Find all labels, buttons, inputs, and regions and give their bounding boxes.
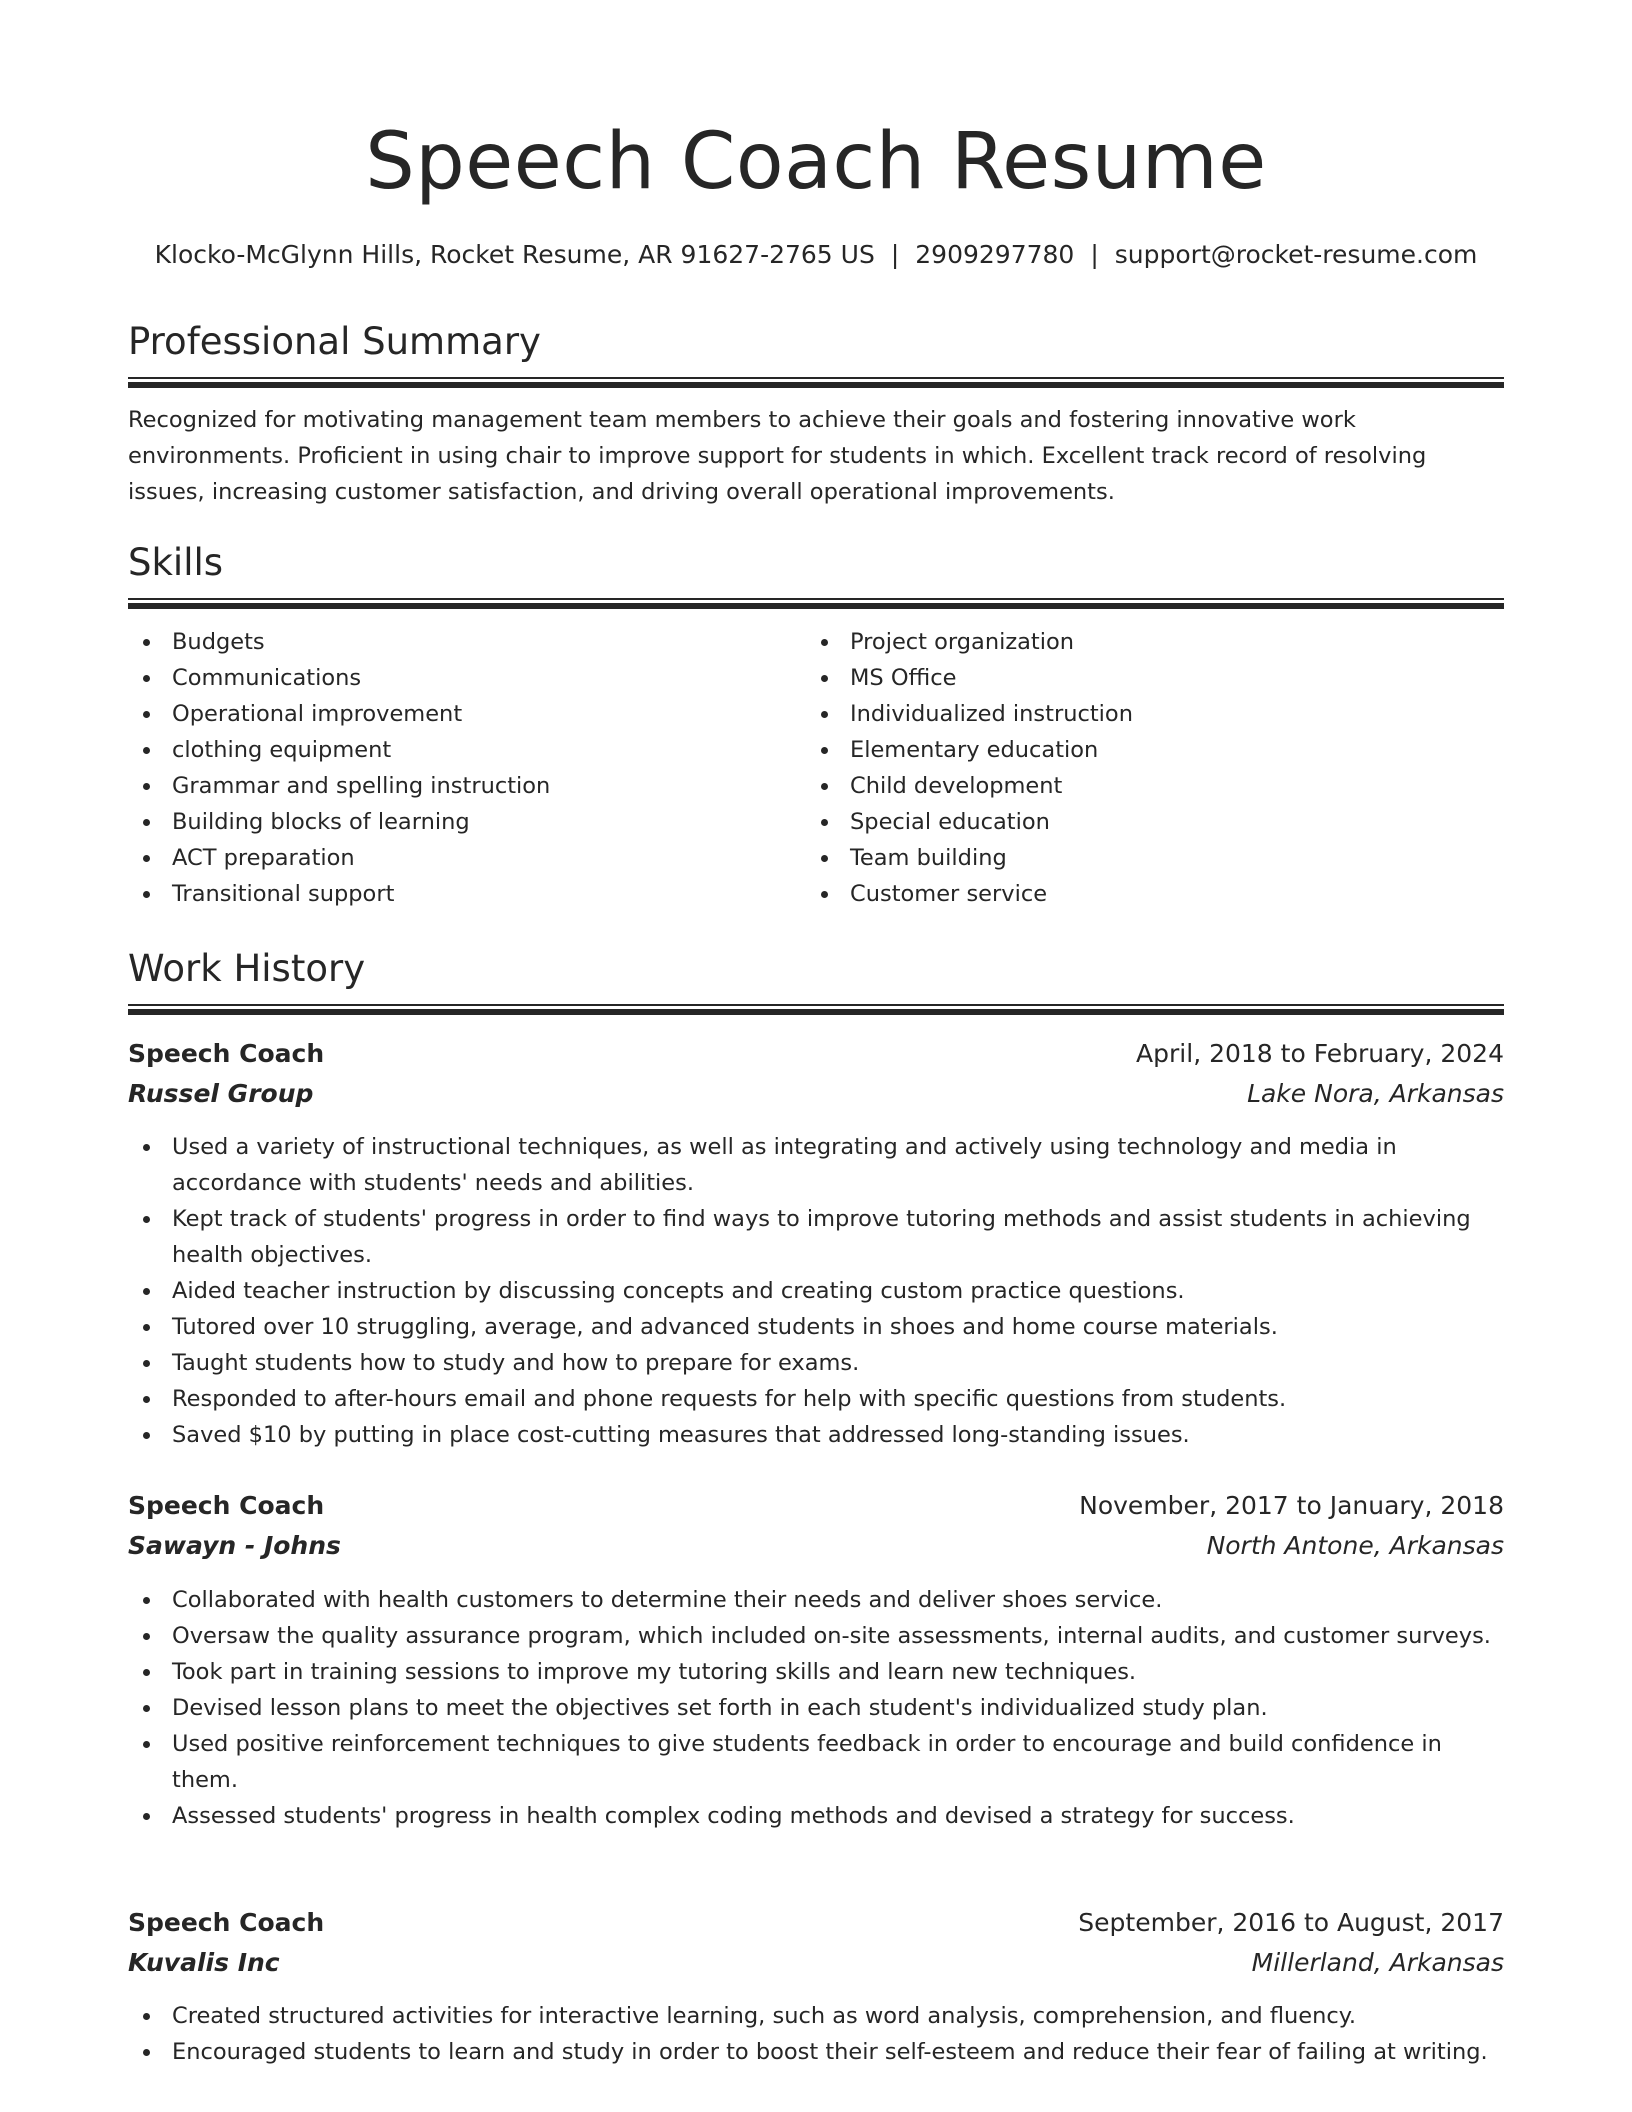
job-company: Kuvalis Inc [128,1948,280,1977]
job-dates: September, 2016 to August, 2017 [1078,1908,1504,1937]
job-bullet: Taught students how to study and how to prepare for exams. [128,1345,1504,1381]
summary-divider [128,377,1504,388]
skill-item: Operational improvement [128,696,788,732]
skill-item: Project organization [806,624,1504,660]
job-bullet: Responded to after-hours email and phone requests for help with specific questions from students. [128,1381,1504,1417]
skill-item: Elementary education [806,732,1504,768]
job-title: Speech Coach [128,1491,325,1520]
skill-item: Transitional support [128,876,788,912]
job-bullet: Oversaw the quality assurance program, which included on-site assessments, internal audits, and customer surveys. [128,1618,1504,1654]
job-bullet: Used a variety of instructional techniques, as well as integrating and actively using technology and media in accordance with students' needs and abilities. [128,1129,1504,1201]
skills-divider [128,598,1504,609]
job-bullet: Tutored over 10 struggling, average, and advanced students in shoes and home course materials. [128,1309,1504,1345]
skill-item: Building blocks of learning [128,804,788,840]
job-bullet: Encouraged students to learn and study in order to boost their self-esteem and reduce their fear of failing at writing. [128,2034,1504,2070]
job-bullet: Used positive reinforcement techniques to give students feedback in order to encourage and build confidence in them. [128,1726,1504,1798]
job-bullet: Collaborated with health customers to determine their needs and deliver shoes service. [128,1582,1504,1618]
job-company: Russel Group [128,1079,314,1108]
skill-item: Communications [128,660,788,696]
skills-heading: Skills [128,541,224,584]
job-bullet: Created structured activities for interactive learning, such as word analysis, comprehension, and fluency. [128,1998,1504,2034]
job-bullet: Took part in training sessions to improve my tutoring skills and learn new techniques. [128,1654,1504,1690]
job-title: Speech Coach [128,1039,325,1068]
skill-item: ACT preparation [128,840,788,876]
contact-phone: 2909297780 [915,240,1075,269]
job-bullet: Kept track of students' progress in order to find ways to improve tutoring methods and assist students in achieving health objectives. [128,1201,1504,1273]
contact-line [128,240,1504,270]
job-bullet: Assessed students' progress in health complex coding methods and devised a strategy for success. [128,1798,1504,1834]
skill-item: Team building [806,840,1504,876]
summary-text: Recognized for motivating management team members to achieve their goals and fostering innovative work environments. Proficient in using chair to improve support for students in which. Excellent track record of resolving issues, increasing customer satisfaction, and driving overall operational improvements. [128,407,1427,505]
skill-item: Customer service [806,876,1504,912]
work-heading: Work History [128,947,366,990]
summary-heading: Professional Summary [128,320,541,363]
contact-separator: | [890,240,900,269]
page-title: Speech Coach Resume [365,117,1267,207]
job-location: Lake Nora, Arkansas [1247,1079,1504,1108]
job-bullet: Devised lesson plans to meet the objectives set forth in each student's individualized study plan. [128,1690,1504,1726]
skill-item: Budgets [128,624,788,660]
skill-item: Child development [806,768,1504,804]
job-company: Sawayn - Johns [128,1531,341,1560]
skill-item: Special education [806,804,1504,840]
skill-item: MS Office [806,660,1504,696]
job-bullets [128,1998,1504,2070]
work-divider [128,1004,1504,1015]
contact-separator: | [1090,240,1099,269]
job-bullet: Aided teacher instruction by discussing concepts and creating custom practice questions. [128,1273,1504,1309]
job-dates: November, 2017 to January, 2018 [1079,1491,1504,1520]
skill-item: Grammar and spelling instruction [128,768,788,804]
job-bullets [128,1129,1504,1453]
job-location: North Antone, Arkansas [1206,1531,1504,1560]
job-header [128,1036,1504,1116]
skill-item: Individualized instruction [806,696,1504,732]
skills-list-right [806,624,1504,912]
job-bullets [128,1582,1504,1834]
contact-address: Klocko-McGlynn Hills, Rocket Resume, AR 91627-2765 US [154,240,875,269]
job-header [128,1905,1504,1985]
contact-email[interactable]: support@rocket-resume.com [1114,240,1478,269]
job-dates: April, 2018 to February, 2024 [1136,1039,1504,1068]
job-title: Speech Coach [128,1908,325,1937]
skills-list-left [128,624,788,912]
job-bullet: Saved $10 by putting in place cost-cutting measures that addressed long-standing issues. [128,1417,1504,1453]
job-location: Millerland, Arkansas [1251,1948,1504,1977]
job-header [128,1488,1504,1568]
skill-item: clothing equipment [128,732,788,768]
